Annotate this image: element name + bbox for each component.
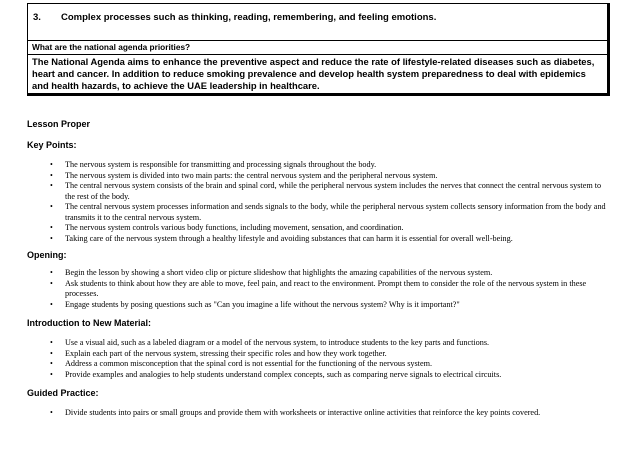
list-item: • Use a visual aid, such as a labeled diagram or a model of the nervous system, to introduce students to the key parts and functions. bbox=[50, 338, 490, 347]
bullet-icon: • bbox=[50, 348, 53, 358]
table-row-item-3 bbox=[28, 4, 607, 41]
opening-list bbox=[50, 268, 610, 310]
bullet-icon: • bbox=[50, 408, 53, 417]
list-item: • Engage students by posing questions such as "Can you imagine a life without the nervous system? Why is it important?" bbox=[50, 299, 460, 309]
list-item: • Address a common misconception that the spinal cord is not essential for the functioning of the nervous system. bbox=[50, 359, 432, 368]
key-points-heading: Key Points: bbox=[27, 140, 77, 150]
bullet-icon: • bbox=[50, 299, 53, 309]
bullet-icon: • bbox=[50, 233, 53, 243]
bullet-icon: • bbox=[50, 338, 53, 347]
bullet-icon: • bbox=[50, 160, 53, 169]
introduction-list bbox=[50, 338, 610, 380]
introduction-heading: Introduction to New Material: bbox=[27, 318, 152, 328]
agenda-question: What are the national agenda priorities? bbox=[28, 41, 607, 55]
lesson-proper-heading: Lesson Proper bbox=[27, 119, 91, 129]
list-item: • Begin the lesson by showing a short video clip or picture slideshow that highlights the amazing capabilities of the nervous system. bbox=[50, 268, 493, 277]
list-item: • The nervous system controls various body functions, including movement, sensation, and coordination. bbox=[50, 223, 404, 232]
bullet-icon: • bbox=[50, 181, 53, 190]
bullet-icon: • bbox=[50, 278, 53, 288]
guided-practice-list bbox=[50, 408, 610, 419]
agenda-answer: The National Agenda aims to enhance the preventive aspect and reduce the rate of lifestyle-related diseases such as diabetes, heart and cancer. In addition to reduce smoking prevalence and develop health system preparedness to deal with epidemics and health hazards, to achieve the UAE leadership in healthcare. bbox=[32, 56, 595, 91]
opening-heading: Opening: bbox=[27, 250, 67, 260]
key-points-list bbox=[50, 160, 610, 244]
list-item: • Provide examples and analogies to help students understand complex concepts, such as comparing nerve signals to electrical circuits. bbox=[50, 369, 502, 379]
list-item: • Ask students to think about how they are able to move, feel pain, and react to the environment. Prompt them to consider the role of the nervous system in these processes. bbox=[50, 278, 587, 298]
list-item: • The nervous system is responsible for transmitting and processing signals throughout the body. bbox=[50, 160, 377, 169]
bullet-icon: • bbox=[50, 223, 53, 232]
list-item: • The nervous system is divided into two main parts: the central nervous system and the peripheral nervous system. bbox=[50, 170, 438, 180]
list-item: • Explain each part of the nervous system, stressing their specific roles and how they work together. bbox=[50, 348, 387, 358]
guided-practice-heading: Guided Practice: bbox=[27, 388, 99, 398]
bullet-icon: • bbox=[50, 369, 53, 379]
list-item: • Divide students into pairs or small groups and provide them with worksheets or interactive online activities that reinforce the key points covered. bbox=[50, 408, 541, 417]
bullet-icon: • bbox=[50, 170, 53, 180]
bullet-icon: • bbox=[50, 359, 53, 368]
priorities-table bbox=[27, 3, 610, 96]
list-item: • The central nervous system processes information and sends signals to the body, while the peripheral nervous system collects sensory information from the body and transmits it to the central nervous system. bbox=[50, 202, 606, 222]
item-number: 3. bbox=[33, 12, 41, 23]
list-item: • Taking care of the nervous system through a healthy lifestyle and avoiding substances that can harm it is essential for overall well-being. bbox=[50, 233, 513, 243]
item-text: Complex processes such as thinking, reading, remembering, and feeling emotions. bbox=[61, 12, 437, 23]
bullet-icon: • bbox=[50, 202, 53, 211]
list-item: • The central nervous system consists of the brain and spinal cord, while the peripheral nervous system includes the nerves that connect the central nervous system to the rest of the body. bbox=[50, 181, 602, 201]
bullet-icon: • bbox=[50, 268, 53, 277]
